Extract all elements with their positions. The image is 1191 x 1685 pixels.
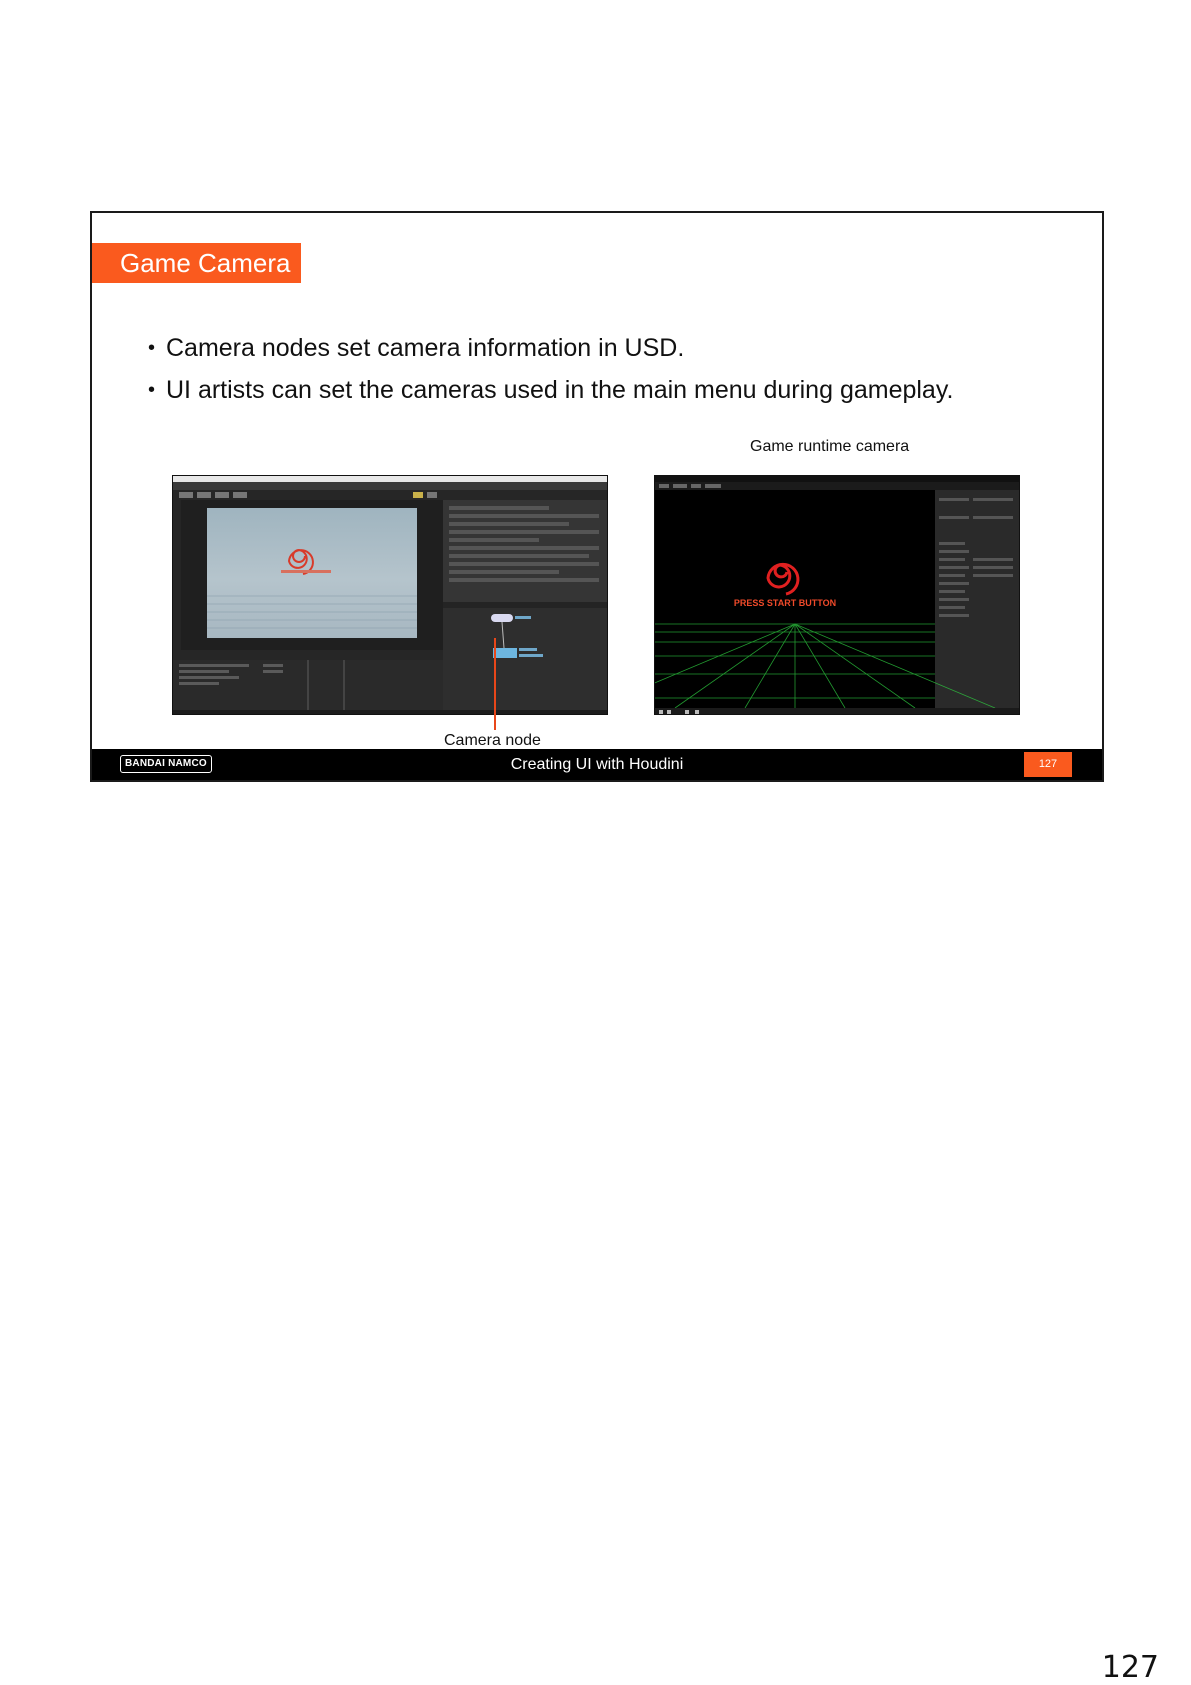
- bandai-namco-logo: BANDAI NAMCO: [120, 755, 212, 773]
- bullet-text: Camera nodes set camera information in USD.: [166, 334, 685, 362]
- bullet-text: UI artists can set the cameras used in the main menu during gameplay.: [166, 376, 954, 404]
- slide-title: Game Camera: [92, 243, 301, 283]
- bullet-item: [148, 327, 953, 369]
- runtime-screenshot: [654, 475, 1020, 715]
- camera-node-pointer: [494, 638, 496, 730]
- slide-number-badge: 127: [1024, 752, 1072, 777]
- houdini-screenshot: [172, 475, 608, 715]
- slide: [90, 211, 1104, 782]
- bullet-list: [148, 327, 953, 411]
- bullet-icon: •: [148, 337, 156, 359]
- page-number: 127: [1101, 1650, 1159, 1685]
- bullet-icon: •: [148, 379, 156, 401]
- slide-footer: [92, 749, 1102, 780]
- houdini-screenshot-image: [173, 476, 608, 715]
- left-caption: Camera node: [444, 732, 541, 749]
- bullet-item: [148, 369, 953, 411]
- right-caption: Game runtime camera: [750, 438, 910, 455]
- footer-title: Creating UI with Houdini: [510, 756, 684, 773]
- press-start-text: PRESS START BUTTON: [733, 598, 837, 608]
- runtime-screenshot-image: [655, 476, 1020, 715]
